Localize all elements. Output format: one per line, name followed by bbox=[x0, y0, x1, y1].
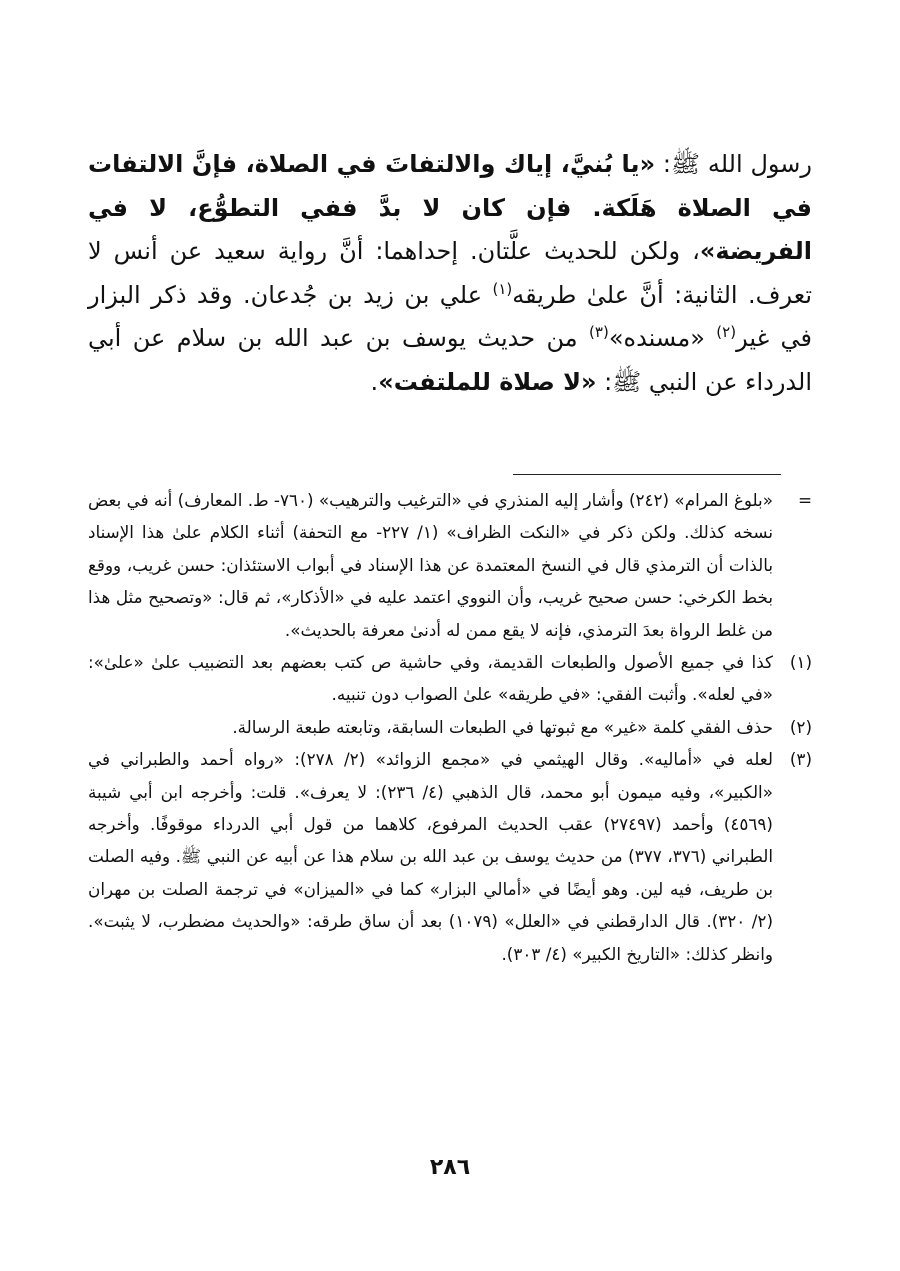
footnote-marker: = bbox=[797, 490, 812, 510]
footnote-ref-2: (٢) bbox=[716, 323, 737, 342]
hadith-quote: «لا صلاة للملتفت» bbox=[378, 367, 597, 396]
footnote-ref-1: (١) bbox=[492, 279, 513, 298]
page-number: ٢٨٦ bbox=[429, 1155, 471, 1180]
text-run: رسول الله ﷺ: bbox=[655, 150, 812, 178]
footnote-2 bbox=[88, 711, 812, 743]
footnote-marker: (١) bbox=[789, 652, 812, 673]
footnote-continued bbox=[88, 484, 812, 646]
footnote-marker: (٢) bbox=[789, 716, 812, 737]
footnote-ref-3: (٣) bbox=[589, 323, 609, 342]
text-run: علي بن زيد بن جُدعان. وقد ذكر البزار في غير bbox=[88, 280, 813, 353]
text-run: ، ولكن للحديث علَّتان. إحداهما: أنَّ رواية سعيد عن أنس لا تعرف. الثانية: أنَّ علىٰ طريقه bbox=[88, 237, 812, 309]
main-text bbox=[88, 143, 812, 405]
footnote-3 bbox=[88, 743, 812, 970]
text-run: . bbox=[370, 367, 379, 396]
text-run: «مسنده» bbox=[608, 324, 717, 353]
footnote-separator bbox=[513, 474, 781, 475]
text-run: من حديث يوسف بن عبد الله بن سلام عن أبي الدرداء عن النبي ﷺ: bbox=[88, 324, 812, 396]
hadith-quote: «يا بُنيَّ، إياك والالتفاتَ في الصلاة، فإنَّ الالتفات في الصلاة هَلَكة. فإن كان لا بدَّ ففي التطوُّع، لا في الفريضة» bbox=[88, 150, 812, 266]
main-paragraph bbox=[88, 143, 812, 405]
footnote-1 bbox=[88, 646, 812, 711]
footnote-text: كذا في جميع الأصول والطبعات القديمة، وفي حاشية ص كتب بعضهم بعد التضبيب علىٰ «علىٰ»: «في لعله». وأثبت الفقي: «في طريقه» علىٰ الصواب دون تنبيه. bbox=[88, 652, 773, 705]
footnote-text: «بلوغ المرام» (٢٤٢) وأشار إليه المنذري في «الترغيب والترهيب» (٧٦٠- ط. المعارف) أنه في بعض نسخه كذلك. ولكن ذكر في «النكت الظراف» (١/ ٢٢٧- مع التحفة) أثناء الكلام علىٰ هذا الإسناد بالذات أن الترمذي قال في النسخ المعتمدة عن هذا الإسناد في أبواب الاستئذان: حسن غريب، ووقع بخط الكرخي: حسن صحيح غريب، وأن النووي اعتمد عليه في «الأذكار»، ثم قال: «وتصحيح مثل هذا من غلط الرواة بعدَ الترمذي، فإنه لا يقع ممن له أدنىٰ معرفة بالحديث». bbox=[88, 490, 773, 640]
footnotes bbox=[88, 484, 812, 970]
footnote-marker: (٣) bbox=[789, 749, 812, 770]
footnote-text: لعله في «أماليه». وقال الهيثمي في «مجمع الزوائد» (٢/ ٢٧٨): «رواه أحمد والطبراني في «الكبير»، وفيه ميمون أبو محمد، قال الذهبي (٤/ ٢٣٦): لا يعرف». قلت: وأخرجه ابن أبي شيبة (٤٥٦٩) وأحمد (٢٧٤٩٧) عقب الحديث المرفوع، كلاهما من قول أبي الدرداء موقوفًا. وأخرجه الطبراني (٣٧٦، ٣٧٧) من حديث يوسف بن عبد الله بن سلام هذا عن أبيه عن النبي ﷺ. وفيه الصلت بن طريف، فيه لين. وهو أيضًا في «أمالي البزار» كما في «الميزان» في ترجمة الصلت بن مهران (٢/ ٣٢٠). قال الدارقطني في «العلل» (١٠٧٩) بعد أن ساق طرقه: «والحديث مضطرب، لا يثبت». وانظر كذلك: «التاريخ الكبير» (٤/ ٣٠٣). bbox=[88, 749, 774, 964]
footnote-text: حذف الفقي كلمة «غير» مع ثبوتها في الطبعات السابقة، وتابعته طبعة الرسالة. bbox=[232, 716, 773, 737]
